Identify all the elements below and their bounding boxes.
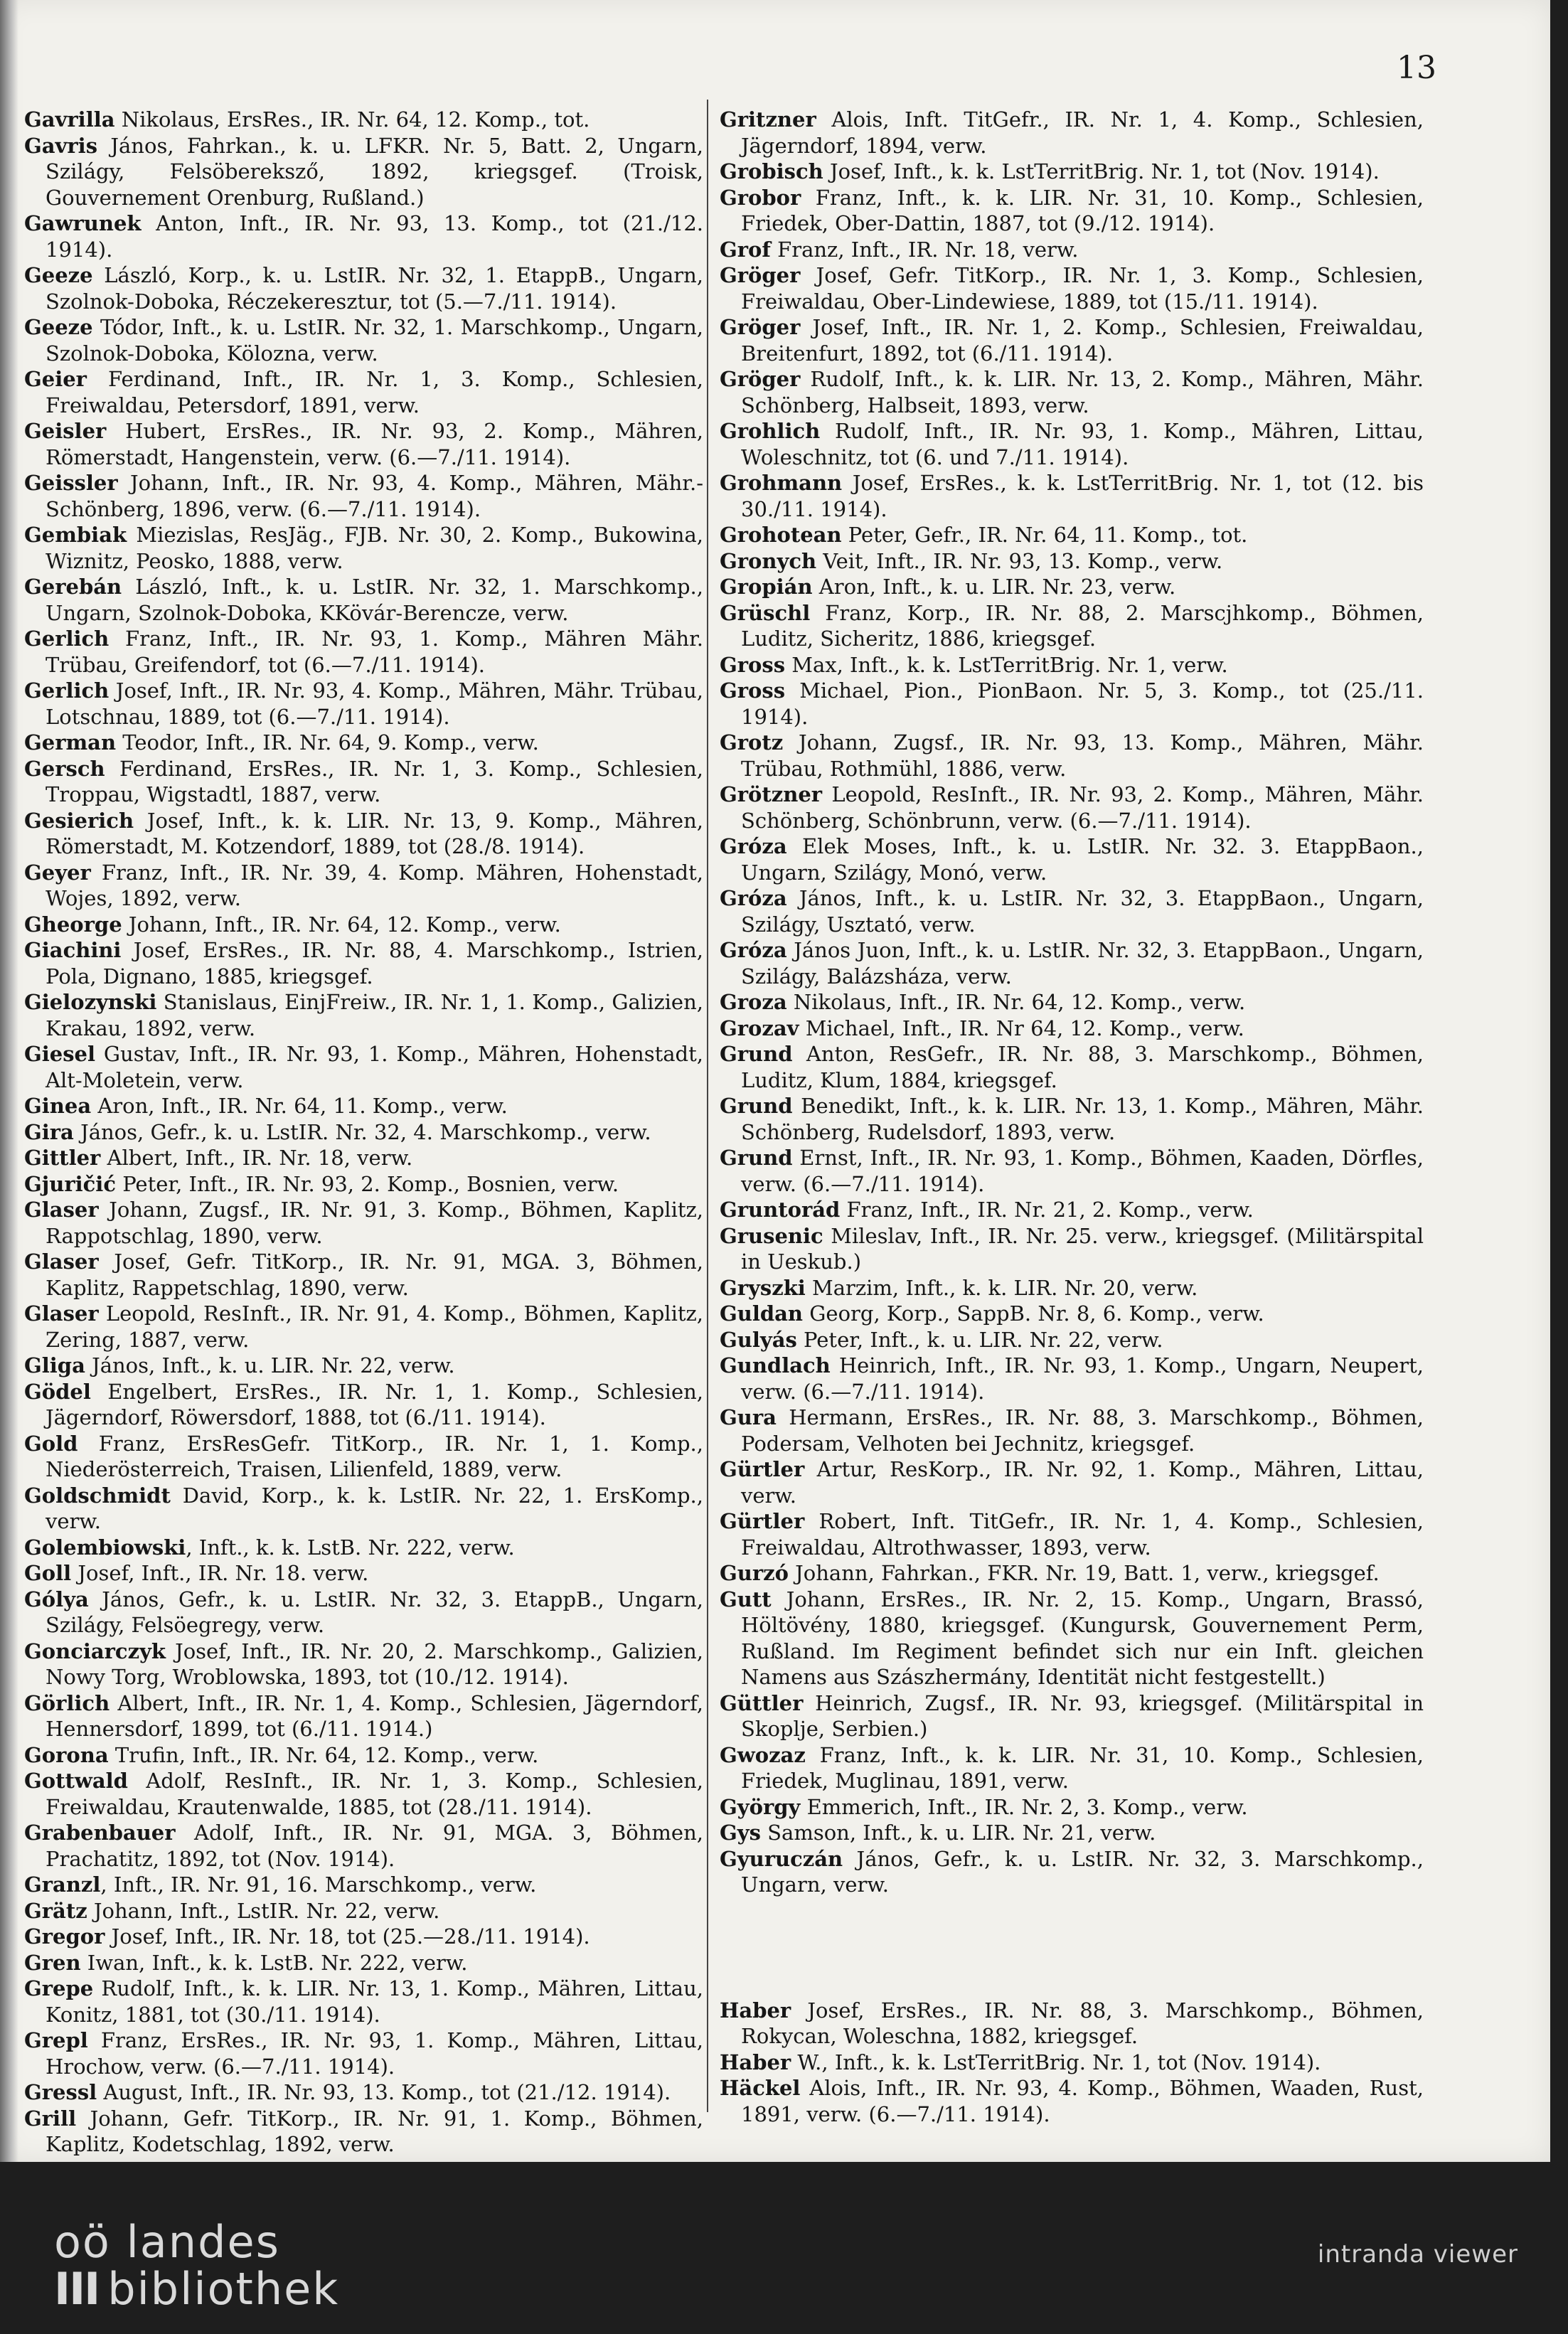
entry-details: Rudolf, Inft., k. k. LIR. Nr. 13, 1. Komp., Mähren, Littau, Konitz, 1881, tot (30./11. 1914). bbox=[46, 1976, 703, 2027]
entry-surname: Gwozaz bbox=[720, 1742, 806, 1767]
entry-surname: Grohotean bbox=[720, 523, 842, 547]
entry-details: Rudolf, Inft., k. k. LIR. Nr. 13, 2. Komp., Mähren, Mähr. Schönberg, Halbseit, 1893, verw. bbox=[741, 367, 1424, 417]
entry-details: János Juon, Inft., k. u. LstIR. Nr. 32, 3. EtappBaon., Ungarn, Szilágy, Balázsháza, verw. bbox=[741, 938, 1424, 989]
right-column bbox=[720, 107, 1424, 2127]
list-entry bbox=[24, 2079, 703, 2106]
column-divider bbox=[707, 100, 708, 2112]
entry-surname: Gonciarczyk bbox=[24, 1638, 166, 1663]
entry-details: Tódor, Inft., k. u. LstIR. Nr. 32, 1. Marschkomp., Ungarn, Szolnok-Doboka, Kölozna, verw. bbox=[46, 315, 703, 366]
entry-details: László, Korp., k. u. LstIR. Nr. 32, 1. EtappB., Ungarn, Szolnok-Doboka, Réczekeresztur, tot (5.—7./11. 1914). bbox=[46, 263, 703, 314]
list-entry bbox=[720, 937, 1424, 989]
list-entry bbox=[720, 652, 1424, 678]
list-entry bbox=[720, 1456, 1424, 1508]
entry-details: János, Gefr., k. u. LstIR. Nr. 32, 3. Marschkomp., Ungarn, verw. bbox=[741, 1846, 1424, 1897]
entry-surname: Ginea bbox=[24, 1094, 92, 1118]
entry-surname: Gróza bbox=[720, 834, 787, 858]
list-entry bbox=[720, 237, 1424, 263]
entry-surname: Gritzner bbox=[720, 107, 816, 132]
entry-surname: Geeze bbox=[24, 263, 93, 287]
list-entry bbox=[24, 522, 703, 574]
entry-details: August, Inft., IR. Nr. 93, 13. Komp., tot (21./12. 1914). bbox=[97, 2080, 671, 2104]
entry-surname: György bbox=[720, 1794, 801, 1819]
entry-surname: Grund bbox=[720, 1042, 793, 1066]
entry-surname: Grohmann bbox=[720, 471, 843, 495]
entry-details: Mileslav, Inft., IR. Nr. 25. verw., kriegsgef. (Militärspital in Ueskub.) bbox=[741, 1223, 1424, 1274]
entry-details: Michael, Inft., IR. Nr 64, 12. Komp., verw. bbox=[799, 1016, 1244, 1040]
entry-details: Ferdinand, Inft., IR. Nr. 1, 3. Komp., Schlesien, Freiwaldau, Petersdorf, 1891, verw. bbox=[46, 367, 703, 417]
entry-surname: Gróza bbox=[720, 938, 787, 962]
list-entry bbox=[720, 185, 1424, 237]
entry-surname: Gropián bbox=[720, 575, 813, 599]
entry-details: Leopold, ResInft., IR. Nr. 91, 4. Komp., Böhmen, Kaplitz, Zering, 1887, verw. bbox=[46, 1301, 703, 1352]
entry-surname: Gjuričić bbox=[24, 1171, 116, 1196]
entry-surname: Granzl bbox=[24, 1872, 101, 1897]
entry-details: Marzim, Inft., k. k. LIR. Nr. 20, verw. bbox=[805, 1275, 1198, 1300]
entry-surname: Gruntorád bbox=[720, 1198, 841, 1222]
entry-details: Josef, Inft., IR. Nr. 18, tot (25.—28./11. 1914). bbox=[105, 1924, 590, 1949]
logo-line-1: oö landes bbox=[54, 2216, 280, 2268]
list-entry bbox=[24, 808, 703, 860]
list-entry bbox=[720, 1197, 1424, 1223]
entry-details: Josef, Inft., IR. Nr. 20, 2. Marschkomp., Galizien, Nowy Torg, Wroblowska, 1893, tot (10./12. 1914). bbox=[46, 1638, 703, 1689]
entry-surname: Geissler bbox=[24, 471, 118, 495]
entry-details: , Inft., k. k. LstB. Nr. 222, verw. bbox=[186, 1535, 515, 1560]
viewer-brand-label[interactable]: intranda viewer bbox=[1317, 2240, 1518, 2269]
entry-surname: Grepl bbox=[24, 2028, 88, 2052]
entry-details: Josef, Inft., IR. Nr. 93, 4. Komp., Mähren, Mähr. Trübau, Lotschnau, 1889, tot (6.—7./11. 1914). bbox=[46, 678, 703, 729]
list-entry bbox=[24, 1924, 703, 1950]
viewer-footer bbox=[0, 2176, 1568, 2334]
entry-surname: Haber bbox=[720, 2050, 791, 2074]
list-entry bbox=[24, 937, 703, 989]
entry-details: Josef, Inft., IR. Nr. 1, 2. Komp., Schlesien, Freiwaldau, Breitenfurt, 1892, tot (6./11. 1914). bbox=[741, 315, 1424, 366]
entry-details: Emmerich, Inft., IR. Nr. 2, 3. Komp., verw. bbox=[800, 1794, 1248, 1819]
entry-surname: Gröger bbox=[720, 263, 801, 287]
list-entry bbox=[24, 730, 703, 756]
entry-surname: Gawrunek bbox=[24, 211, 142, 235]
entry-surname: Gliga bbox=[24, 1353, 85, 1378]
list-entry bbox=[720, 1998, 1424, 2050]
list-entry bbox=[720, 418, 1424, 470]
entry-surname: Glaser bbox=[24, 1198, 99, 1222]
list-entry bbox=[720, 1041, 1424, 1093]
entry-surname: Gerebán bbox=[24, 575, 122, 599]
entry-details: Hubert, ErsRes., IR. Nr. 93, 2. Komp., Mähren, Römerstadt, Hangenstein, verw. (6.—7./11. 1914). bbox=[46, 419, 703, 469]
entry-surname: Gerlich bbox=[24, 678, 110, 703]
entry-surname: Gorona bbox=[24, 1742, 109, 1767]
list-entry bbox=[24, 626, 703, 678]
right-column-g-entries bbox=[720, 107, 1424, 1898]
list-entry bbox=[720, 1742, 1424, 1794]
entry-surname: Grotz bbox=[720, 730, 784, 755]
list-entry bbox=[720, 1560, 1424, 1587]
entry-surname: Gödel bbox=[24, 1379, 91, 1404]
entry-details: Stanislaus, EinjFreiw., IR. Nr. 1, 1. Komp., Galizien, Krakau, 1892, verw. bbox=[46, 990, 703, 1040]
list-entry bbox=[24, 211, 703, 262]
entry-surname: Grüschl bbox=[720, 600, 811, 625]
entry-details: Michael, Pion., PionBaon. Nr. 5, 3. Komp., tot (25./11. 1914). bbox=[741, 678, 1424, 729]
entry-surname: Geyer bbox=[24, 860, 91, 885]
entry-details: Peter, Inft., k. u. LIR. Nr. 22, verw. bbox=[796, 1327, 1163, 1352]
list-entry bbox=[24, 418, 703, 470]
entry-details: Robert, Inft. TitGefr., IR. Nr. 1, 4. Komp., Schlesien, Freiwaldau, Altrothwasser, 1893, verw. bbox=[741, 1509, 1424, 1560]
entry-surname: Gielozynski bbox=[24, 990, 157, 1014]
entry-details: Johann, Inft., IR. Nr. 93, 4. Komp., Mähren, Mähr.-Schönberg, 1896, verw. (6.—7./11. 1914). bbox=[46, 471, 703, 521]
entry-details: Peter, Gefr., IR. Nr. 64, 11. Komp., tot. bbox=[841, 523, 1248, 547]
entry-surname: Grund bbox=[720, 1094, 793, 1118]
entry-surname: Gressl bbox=[24, 2080, 97, 2104]
entry-details: Franz, Inft., IR. Nr. 18, verw. bbox=[770, 237, 1079, 262]
list-entry bbox=[24, 1119, 703, 1146]
list-entry bbox=[24, 989, 703, 1041]
list-entry bbox=[24, 1690, 703, 1742]
entry-surname: Gavris bbox=[24, 133, 98, 158]
list-entry bbox=[24, 1872, 703, 1898]
entry-details: Johann, Gefr. TitKorp., IR. Nr. 91, 1. Komp., Böhmen, Kaplitz, Kodetschlag, 1892, verw. bbox=[46, 2106, 703, 2156]
entry-details: Ernst, Inft., IR. Nr. 93, 1. Komp., Böhmen, Kaaden, Dörfles, verw. (6.—7./11. 1914). bbox=[741, 1146, 1424, 1196]
entry-surname: Haber bbox=[720, 1998, 791, 2023]
list-entry bbox=[720, 730, 1424, 782]
entry-details: László, Inft., k. u. LstIR. Nr. 32, 1. Marschkomp., Ungarn, Szolnok-Doboka, KKövár-Berencze, verw. bbox=[46, 575, 703, 625]
list-entry bbox=[24, 366, 703, 418]
entry-surname: Gren bbox=[24, 1950, 81, 1975]
list-entry bbox=[720, 1587, 1424, 1690]
entry-details: Josef, Gefr. TitKorp., IR. Nr. 1, 3. Komp., Schlesien, Freiwaldau, Ober-Lindewiese, 1889, tot (15./11. 1914). bbox=[741, 263, 1424, 314]
list-entry bbox=[720, 885, 1424, 937]
entry-details: Josef, Gefr. TitKorp., IR. Nr. 91, MGA. 3, Böhmen, Kaplitz, Rappetschlag, 1890, verw. bbox=[46, 1249, 703, 1300]
entry-details: Albert, Inft., IR. Nr. 18, verw. bbox=[100, 1146, 413, 1170]
list-entry bbox=[720, 1223, 1424, 1275]
entry-details: Albert, Inft., IR. Nr. 1, 4. Komp., Schlesien, Jägerndorf, Hennersdorf, 1899, tot (6./11. 1914.) bbox=[46, 1690, 703, 1741]
entry-details: Franz, Inft., k. k. LIR. Nr. 31, 10. Komp., Schlesien, Friedek, Muglinau, 1891, verw. bbox=[741, 1742, 1424, 1793]
list-entry bbox=[24, 1431, 703, 1483]
list-entry bbox=[720, 262, 1424, 314]
list-entry bbox=[720, 522, 1424, 548]
list-entry bbox=[720, 366, 1424, 418]
entry-details: Franz, Inft., IR. Nr. 39, 4. Komp. Mähren, Hohenstadt, Wojes, 1892, verw. bbox=[46, 860, 703, 910]
entry-details: Veit, Inft., IR. Nr. 93, 13. Komp., verw. bbox=[816, 548, 1223, 573]
entry-surname: Gróza bbox=[720, 886, 787, 910]
entry-details: Franz, ErsResGefr. TitKorp., IR. Nr. 1, 1. Komp., Niederösterreich, Traisen, Lilienfeld, 1889, verw. bbox=[46, 1431, 703, 1481]
entry-surname: Gürtler bbox=[720, 1457, 805, 1481]
entry-surname: Grof bbox=[720, 237, 771, 262]
list-entry bbox=[720, 159, 1424, 185]
list-entry bbox=[24, 1638, 703, 1690]
entry-details: Franz, Inft., k. k. LIR. Nr. 31, 10. Komp., Schlesien, Friedek, Ober-Dattin, 1887, tot (9./12. 1914). bbox=[741, 185, 1424, 235]
entry-details: Johann, Inft., IR. Nr. 64, 12. Komp., verw. bbox=[122, 912, 561, 937]
entry-details: Georg, Korp., SappB. Nr. 8, 6. Komp., verw. bbox=[803, 1301, 1264, 1326]
entry-details: Josef, Inft., k. k. LIR. Nr. 13, 9. Komp., Mähren, Römerstadt, M. Kotzendorf, 1889, tot (28./8. 1914). bbox=[46, 808, 703, 858]
entry-surname: Golembiowski bbox=[24, 1535, 186, 1560]
list-entry bbox=[24, 574, 703, 626]
entry-details: Josef, ErsRes., IR. Nr. 88, 4. Marschkomp., Istrien, Pola, Dignano, 1885, kriegsgef. bbox=[46, 938, 703, 989]
list-entry bbox=[720, 1016, 1424, 1042]
entry-surname: Gersch bbox=[24, 756, 105, 781]
entry-surname: Grusenic bbox=[720, 1223, 823, 1248]
entry-surname: Gesierich bbox=[24, 808, 134, 833]
entry-surname: Goldschmidt bbox=[24, 1483, 171, 1508]
entry-surname: Geier bbox=[24, 367, 87, 391]
entry-details: Leopold, ResInft., IR. Nr. 93, 2. Komp., Mähren, Mähr. Schönberg, Schönbrunn, verw. (6.—7./11. 1914). bbox=[741, 782, 1424, 833]
entry-details: Nikolaus, Inft., IR. Nr. 64, 12. Komp., verw. bbox=[786, 990, 1246, 1014]
entry-surname: Grabenbauer bbox=[24, 1821, 176, 1845]
right-column-h-entries bbox=[720, 1998, 1424, 2128]
entry-details: Trufin, Inft., IR. Nr. 64, 12. Komp., verw. bbox=[108, 1742, 539, 1767]
entry-surname: Glaser bbox=[24, 1301, 99, 1326]
entry-details: Johann, Inft., LstIR. Nr. 22, verw. bbox=[87, 1898, 440, 1923]
library-logo[interactable] bbox=[54, 2216, 340, 2315]
list-entry bbox=[720, 1846, 1424, 1898]
list-entry bbox=[720, 314, 1424, 366]
entry-surname: Gira bbox=[24, 1119, 74, 1144]
list-entry bbox=[24, 1898, 703, 1924]
list-entry bbox=[24, 2027, 703, 2079]
entry-surname: Grätz bbox=[24, 1898, 87, 1923]
entry-details: Adolf, ResInft., IR. Nr. 1, 3. Komp., Schlesien, Freiwaldau, Krautenwalde, 1885, tot (28./11. 1914). bbox=[46, 1769, 703, 1819]
list-entry bbox=[720, 1275, 1424, 1301]
entry-details: Anton, Inft., IR. Nr. 93, 13. Komp., tot (21./12. 1914). bbox=[46, 211, 703, 262]
entry-surname: Gulyás bbox=[720, 1327, 797, 1352]
entry-surname: Gundlach bbox=[720, 1353, 831, 1378]
list-entry bbox=[720, 1820, 1424, 1846]
list-entry bbox=[24, 1197, 703, 1249]
entry-details: Ferdinand, ErsRes., IR. Nr. 1, 3. Komp., Schlesien, Troppau, Wigstadtl, 1887, verw. bbox=[46, 756, 703, 806]
list-entry bbox=[24, 1535, 703, 1561]
entry-surname: Grill bbox=[24, 2106, 77, 2131]
entry-surname: Grobisch bbox=[720, 159, 823, 183]
list-entry bbox=[720, 678, 1424, 730]
entry-surname: Gottwald bbox=[24, 1769, 128, 1793]
entry-details: Franz, Inft., IR. Nr. 21, 2. Komp., verw. bbox=[840, 1198, 1254, 1222]
entry-details: Aron, Inft., IR. Nr. 64, 11. Komp., verw. bbox=[91, 1094, 508, 1118]
entry-surname: Giesel bbox=[24, 1042, 96, 1066]
entry-details: , Inft., IR. Nr. 91, 16. Marschkomp., verw. bbox=[100, 1872, 537, 1897]
entry-surname: Grund bbox=[720, 1146, 793, 1170]
list-entry bbox=[24, 1483, 703, 1535]
entry-surname: Görlich bbox=[24, 1690, 110, 1715]
entry-surname: German bbox=[24, 730, 117, 755]
list-entry bbox=[24, 1820, 703, 1872]
list-entry bbox=[24, 678, 703, 730]
entry-surname: Grobor bbox=[720, 185, 801, 210]
entry-surname: Gavrilla bbox=[24, 107, 115, 132]
entry-details: Johann, ErsRes., IR. Nr. 2, 15. Komp., Ungarn, Brassó, Höltövény, 1880, kriegsgef. (Kungursk, Gouvernement Perm, Rußland. Im Regiment befindet sich nur ein Inft. gleichen Namens aus Szászhermány, Identität nicht festgestellt.) bbox=[741, 1587, 1424, 1689]
list-entry bbox=[720, 1145, 1424, 1197]
entry-surname: Gembiak bbox=[24, 523, 127, 547]
list-entry bbox=[24, 1301, 703, 1353]
entry-details: Josef, Inft., IR. Nr. 18. verw. bbox=[71, 1561, 369, 1585]
entry-details: Johann, Fahrkan., FKR. Nr. 19, Batt. 1, verw., kriegsgef. bbox=[788, 1561, 1380, 1585]
entry-surname: Gröger bbox=[720, 315, 801, 339]
entry-surname: Gross bbox=[720, 678, 786, 703]
list-entry bbox=[24, 1976, 703, 2027]
list-entry bbox=[24, 1249, 703, 1301]
entry-details: Franz, Korp., IR. Nr. 88, 2. Marscjhkomp., Böhmen, Luditz, Sicheritz, 1886, kriegsgef. bbox=[741, 600, 1424, 651]
entry-details: János, Fahrkan., k. u. LFKR. Nr. 5, Batt. 2, Ungarn, Szilágy, Felsöbereksző, 1892, kriegsgef. (Troisk, Gouvernement Orenburg, Rußland.) bbox=[46, 133, 703, 210]
entry-surname: Gólya bbox=[24, 1587, 89, 1611]
list-entry bbox=[24, 1353, 703, 1379]
entry-surname: Goll bbox=[24, 1561, 72, 1585]
entry-details: Elek Moses, Inft., k. u. LstIR. Nr. 32. 3. EtappBaon., Ungarn, Szilágy, Monó, verw. bbox=[741, 834, 1424, 885]
list-entry bbox=[24, 1093, 703, 1119]
entry-details: Benedikt, Inft., k. k. LIR. Nr. 13, 1. Komp., Mähren, Mähr. Schönberg, Rudelsdorf, 1893, verw. bbox=[741, 1094, 1424, 1144]
entry-surname: Gronych bbox=[720, 548, 817, 573]
entry-details: Alois, Inft. TitGefr., IR. Nr. 1, 4. Komp., Schlesien, Jägerndorf, 1894, verw. bbox=[741, 107, 1424, 158]
list-entry bbox=[24, 470, 703, 522]
entry-surname: Güttler bbox=[720, 1690, 804, 1715]
entry-surname: Gyuruczán bbox=[720, 1846, 843, 1871]
entry-surname: Gröger bbox=[720, 367, 801, 391]
entry-surname: Gura bbox=[720, 1405, 777, 1429]
entry-details: Johann, Zugsf., IR. Nr. 91, 3. Komp., Böhmen, Kaplitz, Rappotschlag, 1890, verw. bbox=[46, 1198, 703, 1248]
entry-surname: Gold bbox=[24, 1431, 78, 1456]
list-entry bbox=[24, 2106, 703, 2158]
entry-details: Anton, ResGefr., IR. Nr. 88, 3. Marschkomp., Böhmen, Luditz, Klum, 1884, kriegsgef. bbox=[741, 1042, 1424, 1092]
entry-details: Artur, ResKorp., IR. Nr. 92, 1. Komp., Mähren, Littau, verw. bbox=[741, 1457, 1424, 1508]
entry-details: Nikolaus, ErsRes., IR. Nr. 64, 12. Komp., tot. bbox=[114, 107, 590, 132]
entry-details: W., Inft., k. k. LstTerritBrig. Nr. 1, tot (Nov. 1914). bbox=[791, 2050, 1321, 2074]
entry-details: János, Inft., k. u. LIR. Nr. 22, verw. bbox=[85, 1353, 455, 1378]
entry-surname: Geisler bbox=[24, 419, 107, 443]
entry-details: János, Gefr., k. u. LstIR. Nr. 32, 3. EtappB., Ungarn, Szilágy, Felsöegregy, verw. bbox=[46, 1587, 703, 1637]
list-entry bbox=[720, 989, 1424, 1016]
entry-details: Heinrich, Zugsf., IR. Nr. 93, kriegsgef. (Militärspital in Skoplje, Serbien.) bbox=[741, 1690, 1424, 1741]
entry-surname: Grepe bbox=[24, 1976, 94, 2000]
entry-details: Gustav, Inft., IR. Nr. 93, 1. Komp., Mähren, Hohenstadt, Alt-Moletein, verw. bbox=[46, 1042, 703, 1092]
list-entry bbox=[720, 1508, 1424, 1560]
list-entry bbox=[720, 1794, 1424, 1821]
entry-surname: Giachini bbox=[24, 938, 122, 962]
list-entry bbox=[24, 314, 703, 366]
entry-details: János, Inft., k. u. LstIR. Nr. 32, 3. EtappBaon., Ungarn, Szilágy, Usztató, verw. bbox=[741, 886, 1424, 937]
list-entry bbox=[720, 2050, 1424, 2076]
entry-surname: Glaser bbox=[24, 1249, 99, 1274]
list-entry bbox=[24, 107, 703, 133]
entry-details: Hermann, ErsRes., IR. Nr. 88, 3. Marschkomp., Böhmen, Podersam, Velhoten bei Jechnitz, kriegsgef. bbox=[741, 1405, 1424, 1456]
entry-surname: Gerlich bbox=[24, 627, 110, 651]
list-entry bbox=[720, 2075, 1424, 2127]
entry-surname: Gross bbox=[720, 652, 786, 677]
list-entry bbox=[24, 1587, 703, 1638]
list-entry bbox=[720, 600, 1424, 652]
entry-details: János, Gefr., k. u. LstIR. Nr. 32, 4. Marschkomp., verw. bbox=[73, 1119, 651, 1144]
list-entry bbox=[24, 756, 703, 808]
list-entry bbox=[720, 1405, 1424, 1456]
list-entry bbox=[24, 1768, 703, 1820]
entry-details: Josef, ErsRes., k. k. LstTerritBrig. Nr. 1, tot (12. bis 30./11. 1914). bbox=[741, 471, 1424, 521]
entry-details: Adolf, Inft., IR. Nr. 91, MGA. 3, Böhmen, Prachatitz, 1892, tot (Nov. 1914). bbox=[46, 1821, 703, 1871]
list-entry bbox=[720, 1327, 1424, 1353]
list-entry bbox=[720, 548, 1424, 575]
book-gutter bbox=[0, 0, 18, 2162]
entry-surname: Häckel bbox=[720, 2076, 801, 2100]
entry-details: Aron, Inft., k. u. LIR. Nr. 23, verw. bbox=[812, 575, 1176, 599]
entry-details: David, Korp., k. k. LstIR. Nr. 22, 1. ErsKomp., verw. bbox=[46, 1483, 703, 1533]
entry-surname: Guldan bbox=[720, 1301, 804, 1326]
entry-surname: Gheorge bbox=[24, 912, 122, 937]
section-gap bbox=[720, 1898, 1424, 1998]
list-entry bbox=[24, 860, 703, 912]
list-entry bbox=[24, 1379, 703, 1431]
list-entry bbox=[720, 1353, 1424, 1405]
list-entry bbox=[720, 470, 1424, 522]
entry-details: Johann, Zugsf., IR. Nr. 93, 13. Komp., Mähren, Mähr. Trübau, Rothmühl, 1886, verw. bbox=[741, 730, 1424, 781]
list-entry bbox=[720, 782, 1424, 833]
entry-details: Josef, Inft., k. k. LstTerritBrig. Nr. 1, tot (Nov. 1914). bbox=[823, 159, 1380, 183]
entry-surname: Gryszki bbox=[720, 1275, 806, 1300]
entry-surname: Gittler bbox=[24, 1146, 101, 1170]
list-entry bbox=[24, 133, 703, 211]
entry-details: Josef, ErsRes., IR. Nr. 88, 3. Marschkomp., Böhmen, Rokycan, Woleschna, 1882, kriegsgef. bbox=[741, 1998, 1424, 2048]
entry-details: Iwan, Inft., k. k. LstB. Nr. 222, verw. bbox=[80, 1950, 468, 1975]
list-entry bbox=[720, 833, 1424, 885]
entry-details: Rudolf, Inft., IR. Nr. 93, 1. Komp., Mähren, Littau, Woleschnitz, tot (6. und 7./11. 1914). bbox=[741, 419, 1424, 469]
logo-line-2: bibliothek bbox=[107, 2263, 340, 2315]
left-column bbox=[24, 107, 703, 2158]
entry-surname: Grohlich bbox=[720, 419, 821, 443]
list-entry bbox=[24, 1560, 703, 1587]
entry-details: Teodor, Inft., IR. Nr. 64, 9. Komp., verw. bbox=[116, 730, 539, 755]
entry-details: Heinrich, Inft., IR. Nr. 93, 1. Komp., Ungarn, Neupert, verw. (6.—7./11. 1914). bbox=[741, 1353, 1424, 1404]
entry-surname: Gutt bbox=[720, 1587, 772, 1611]
entry-details: Max, Inft., k. k. LstTerritBrig. Nr. 1, verw. bbox=[785, 652, 1228, 677]
list-entry bbox=[720, 1093, 1424, 1145]
page-number: 13 bbox=[1397, 50, 1436, 86]
entry-details: Franz, ErsRes., IR. Nr. 93, 1. Komp., Mähren, Littau, Hrochow, verw. (6.—7./11. 1914). bbox=[46, 2028, 703, 2079]
list-entry bbox=[24, 262, 703, 314]
entry-details: Engelbert, ErsRes., IR. Nr. 1, 1. Komp., Schlesien, Jägerndorf, Röwersdorf, 1888, tot (6./11. 1914). bbox=[46, 1379, 703, 1429]
list-entry bbox=[720, 107, 1424, 159]
list-entry bbox=[720, 574, 1424, 600]
logo-bars: III bbox=[54, 2263, 100, 2315]
entry-details: Miezislas, ResJäg., FJB. Nr. 30, 2. Komp., Bukowina, Wiznitz, Peosko, 1888, verw. bbox=[46, 523, 703, 573]
list-entry bbox=[24, 1950, 703, 1976]
entry-surname: Gys bbox=[720, 1821, 761, 1845]
entry-surname: Grozav bbox=[720, 1016, 799, 1040]
entry-surname: Gürtler bbox=[720, 1509, 805, 1533]
list-entry bbox=[24, 1742, 703, 1769]
list-entry bbox=[720, 1301, 1424, 1327]
entry-details: Peter, Inft., IR. Nr. 93, 2. Komp., Bosnien, verw. bbox=[115, 1171, 619, 1196]
entry-surname: Geeze bbox=[24, 315, 93, 339]
entry-surname: Gregor bbox=[24, 1924, 105, 1949]
list-entry bbox=[720, 1690, 1424, 1742]
list-entry bbox=[24, 912, 703, 938]
list-entry bbox=[24, 1145, 703, 1171]
entry-details: Franz, Inft., IR. Nr. 93, 1. Komp., Mähren Mähr. Trübau, Greifendorf, tot (6.—7./11. 1914). bbox=[46, 627, 703, 677]
entry-surname: Grötzner bbox=[720, 782, 823, 806]
entry-details: Samson, Inft., k. u. LIR. Nr. 21, verw. bbox=[760, 1821, 1156, 1845]
list-entry bbox=[24, 1041, 703, 1093]
entry-surname: Gurzó bbox=[720, 1561, 789, 1585]
list-entry bbox=[24, 1171, 703, 1198]
entry-surname: Groza bbox=[720, 990, 787, 1014]
entry-details: Alois, Inft., IR. Nr. 93, 4. Komp., Böhmen, Waaden, Rust, 1891, verw. (6.—7./11. 1914). bbox=[741, 2076, 1424, 2126]
